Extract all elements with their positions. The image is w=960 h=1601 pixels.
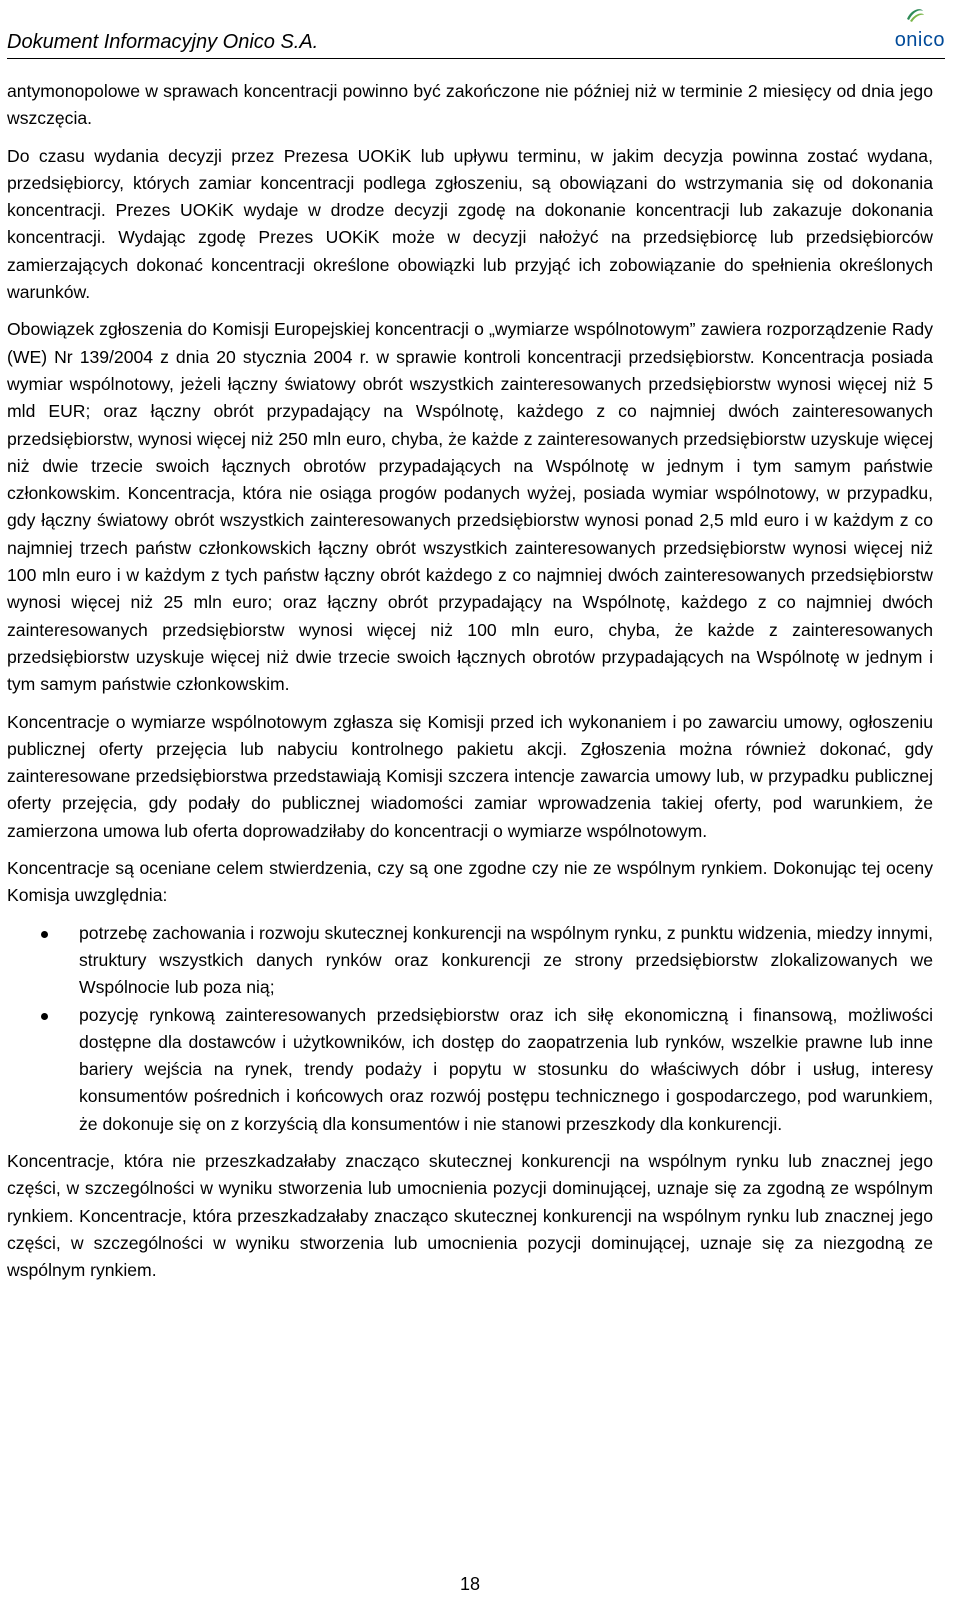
- page-header: [7, 0, 945, 59]
- page-number: 18: [459, 1574, 481, 1594]
- paragraph: Obowiązek zgłoszenia do Komisji Europejskiej koncentracji o „wymiarze wspólnotowym” zawiera rozporządzenie Rady (WE) Nr 139/2004 z dnia 20 stycznia 2004 r. w sprawie kontroli koncentracji przedsiębiorstw. Koncentracja posiada wymiar wspólnotowy, jeżeli łączny światowy obrót wszystkich zainteresowanych przedsiębiorstw wynosi więcej niż 5 mld EUR; oraz łączny obrót przypadający na Wspólnotę, każdego z co najmniej dwóch zainteresowanych przedsiębiorstw, wynosi więcej niż 250 mln euro, chyba, że każde z zainteresowanych przedsiębiorstw uzyskuje więcej niż dwie trzecie swoich łącznych obrotów przypadających na Wspólnotę w jednym i tym samym państwie członkowskim. Koncentracja, która nie osiąga progów podanych wyżej, posiada wymiar wspólnotowy, w przypadku, gdy łączny światowy obrót wszystkich zainteresowanych przedsiębiorstw wynosi ponad 2,5 mld euro i w każdym z co najmniej trzech państw członkowskich łączny obrót wszystkich zainteresowanych przedsiębiorstw wynosi więcej niż 100 mln euro i w każdym z tych państw łączny obrót każdego z co najmniej dwóch zainteresowanych przedsiębiorstw wynosi więcej niż 25 mln euro; oraz łączny obrót przypadający na Wspólnotę, każdego z co najmniej dwóch zainteresowanych przedsiębiorstw wynosi więcej niż 100 mln euro, chyba, że każde z zainteresowanych przedsiębiorstw uzyskuje więcej niż dwie trzecie swoich łącznych obrotów przypadających na Wspólnotę w jednym i tym samym państwie członkowskim.: [7, 319, 933, 695]
- document-title: Dokument Informacyjny Onico S.A.: [7, 31, 319, 53]
- list-item-text: pozycję rynkową zainteresowanych przedsiębiorstw oraz ich siłę ekonomiczną i finansową, możliwości dostępne dla dostawców i użytkowników, ich dostęp do zaopatrzenia lub rynków, wszelkie prawne lub inne bariery wejścia na rynek, trendy podaży i popytu w stosunku do właściwych dóbr i usług, interesy konsumentów pośrednich i końcowych oraz rozwój postępu technicznego i gospodarczego, pod warunkiem, że dokonuje się on z korzyścią dla konsumentów i nie stanowi przeszkody dla konkurencji.: [79, 1004, 933, 1134]
- closing-paragraph: Koncentracje, która nie przeszkadzałaby znacząco skutecznej konkurencji na wspólnym rynku lub znacznej jego części, w szczególności w wyniku stworzenia lub umocnienia pozycji dominującej, uznaje się za zgodną ze wspólnym rynkiem. Koncentracje, która przeszkadzałaby znacząco skutecznej konkurencji na wspólnym rynku lub znacznej jego części, w szczególności w wyniku stworzenia lub umocnienia pozycji dominującej, uznaje się za niezgodną ze wspólnym rynkiem.: [7, 1150, 933, 1281]
- list-item-text: potrzebę zachowania i rozwoju skutecznej konkurencji na wspólnym rynku, z punktu widzenia, miedzy innymi, struktury wszystkich danych rynków oraz konkurencji ze strony przedsiębiorstw zlokalizowanych we Wspólnocie lub poza nią;: [79, 922, 933, 998]
- document-body: [7, 78, 933, 1294]
- bullet-icon: [41, 1013, 48, 1020]
- logo-wordmark: onico: [894, 29, 945, 51]
- paragraph: Do czasu wydania decyzji przez Prezesa UOKiK lub upływu terminu, w jakim decyzja powinna zostać wydana, przedsiębiorcy, których zamiar koncentracji podlega zgłoszeniu, są obowiązani do wstrzymania się od dokonania koncentracji. Prezes UOKiK wydaje w drodze decyzji zgodę na dokonanie koncentracji lub zakazuje dokonania koncentracji. Wydając zgodę Prezes UOKiK może w decyzji nałożyć na przedsiębiorcę lub przedsiębiorców zamierzających dokonać koncentracji określone obowiązki lub przyjąć ich zobowiązanie do spełnienia określonych warunków.: [7, 145, 933, 303]
- list-item: [7, 920, 933, 1002]
- onico-swirl-icon: [903, 3, 927, 25]
- bullet-icon: [41, 931, 48, 938]
- onico-logo: [881, 3, 945, 55]
- paragraph: antymonopolowe w sprawach koncentracji powinno być zakończone nie później niż w terminie 2 miesięcy od dnia jego wszczęcia.: [7, 81, 933, 129]
- paragraph: Koncentracje są oceniane celem stwierdzenia, czy są one zgodne czy nie ze wspólnym rynkiem. Dokonując tej oceny Komisja uwzględnia:: [7, 858, 933, 906]
- criteria-list: [7, 920, 933, 1138]
- paragraph: Koncentracje o wymiarze wspólnotowym zgłasza się Komisji przed ich wykonaniem i po zawarciu umowy, ogłoszeniu publicznej oferty przejęcia lub nabyciu kontrolnego pakietu akcji. Zgłoszenia można również dokonać, gdy zainteresowane przedsiębiorstwa przedstawiają Komisji szczera intencje zawarcia umowy lub, w przypadku publicznej oferty przejęcia, gdy podały do publicznej wiadomości zamiar wprowadzenia takiej oferty, pod warunkiem, że zamierzona umowa lub oferta doprowadziłaby do koncentracji o wymiarze wspólnotowym.: [7, 711, 933, 841]
- list-item: [7, 1002, 933, 1138]
